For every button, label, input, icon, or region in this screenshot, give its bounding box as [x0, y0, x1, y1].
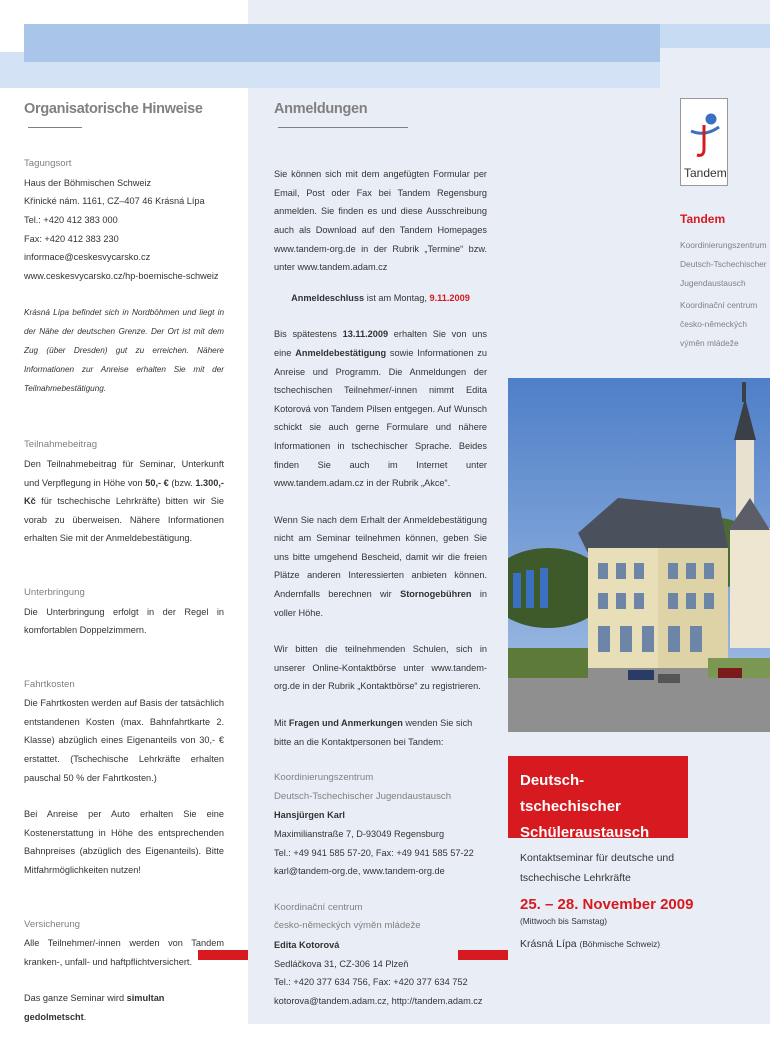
org-cz-line: výměn mládeže [680, 338, 739, 348]
title-line: Schüleraustausch [520, 824, 650, 841]
top-band-light [660, 24, 770, 48]
organisational-heading: Organisatorische Hinweise [24, 100, 224, 137]
organisational-column [24, 100, 224, 1045]
venue-line: Tel.: +420 412 383 000 [24, 214, 118, 225]
interpreting-note: Das ganze Seminar wird simultan gedolmetscht. [24, 993, 165, 1022]
fee-text: Den Teilnahmebeitrag für Seminar, Unterkunft und Verpflegung in Höhe von 50,- € (bzw. 1.300,- Kč für tschechische Lehrkräfte) bitten wir Sie vorab zu überweisen. Nähere Informationen erhalten Sie mit der Anmeldebestätigung. [24, 458, 224, 544]
red-marker [458, 950, 508, 960]
cancellation-paragraph: Wenn Sie nach dem Erhalt der Anmeldebestätigung nicht am Seminar teilnehmen können, geben Sie uns bitte umgehend Bescheid, damit wir die freien Plätze anderen Interessierten anbieten können. Andernfalls berechnen wir Stornogebühren in voller Höhe. [274, 514, 487, 618]
contact-address: Sedláčkova 31, CZ-306 14 Plzeň [274, 958, 409, 969]
contact-org: česko-německých výměn mládeže [274, 920, 421, 932]
insurance-text: Alle Teilnehmer/-innen werden von Tandem kranken-, unfall- und haftpflichtversichert. [24, 938, 224, 967]
venue-note: Krásná Lípa befindet sich in Nordböhmen und liegt in der Nähe der deutschen Grenze. Der Ort ist mit dem Zug (über Dresden) gut zu erreichen. Nähere Informationen zur Anreise erhalten Sie mit der Teilnahmebestätigung. [24, 308, 224, 394]
contact-org: Deutsch-Tschechischer Jugendaustausch [274, 790, 452, 802]
contact-plzen [274, 899, 487, 1011]
org-cz-line: česko-německých [680, 319, 748, 329]
accommodation-section [24, 584, 224, 640]
contact-name: Edita Kotorová [274, 939, 340, 950]
top-band [24, 24, 660, 62]
venue-line: Fax: +420 412 383 230 [24, 233, 119, 244]
accommodation-text: Die Unterbringung erfolgt in der Regel in komfortablen Doppelzimmern. [24, 606, 224, 636]
contact-web[interactable]: karl@tandem-org.de, www.tandem-org.de [274, 866, 445, 877]
org-cz-line: Koordinační centrum [680, 300, 758, 310]
registration-intro: Sie können sich mit dem angefügten Formular per Email, Post oder Fax bei Tandem Regensburg anmelden. Sie finden es und diese Ausschreibung auch als Download auf den Tandem Homepages www.tandem-org.de in der Rubrik „Termine“ bzw. unter www.tandem.adam.cz [274, 169, 487, 273]
tandem-logo-graphic [681, 99, 727, 185]
fee-section [24, 436, 224, 548]
contact-web[interactable]: kotorova@tandem.adam.cz, http://tandem.adam.cz [274, 995, 483, 1006]
registration-deadline: Anmeldeschluss ist am Montag, 9.11.2009 [291, 292, 470, 303]
org-de-line: Deutsch-Tschechischer [680, 259, 767, 269]
venue-line: Křinické nám. 1161, CZ–407 46 Krásná Lípa [24, 196, 205, 207]
insurance-section [24, 916, 224, 1027]
org-name: Tandem [680, 212, 726, 226]
venue-photo [508, 378, 770, 732]
venue-label: Tagungsort [24, 158, 72, 170]
contact-name: Hansjürgen Karl [274, 810, 345, 821]
contact-address: Maximilianstraße 7, D-93049 Regensburg [274, 829, 445, 839]
contact-phone: Tel.: +420 377 634 756, Fax: +420 377 634 752 [274, 977, 468, 988]
org-de-line: Koordinierungszentrum [680, 240, 767, 250]
registration-column [274, 100, 487, 1010]
title-line: Deutsch-tschechischer [520, 772, 621, 815]
travel-label: Fahrtkosten [24, 678, 75, 690]
accommodation-label: Unterbringung [24, 586, 85, 598]
venue-line: Haus der Böhmischen Schweiz [24, 177, 152, 188]
venue-website[interactable]: www.ceskesvycarsko.cz/hp-boemische-schweiz [24, 270, 219, 281]
event-date: 25. – 28. November 2009 [520, 896, 694, 913]
contact-org: Koordinierungszentrum [274, 772, 374, 784]
travel-section [24, 676, 224, 880]
contact-org: Koordinační centrum [274, 901, 363, 913]
title-box [508, 756, 688, 841]
venue-section [24, 155, 224, 285]
contact-exchange-paragraph: Wir bitten die teilnehmenden Schulen, sich in unserer Online-Kontaktbörse unter www.tandem-org.de in der Rubrik „Kontaktbörse“ zu registrieren. [274, 644, 487, 692]
tandem-logo [680, 98, 728, 186]
travel-text-car: Bei Anreise per Auto erhalten Sie eine Kostenerstattung in Höhe des entsprechenden Bahnpreises (abzüglich des Eigenanteils). Bitte Mitfahrmöglichkeiten nutzen! [24, 809, 224, 876]
insurance-label: Versicherung [24, 918, 80, 930]
contact-regensburg [274, 769, 487, 881]
fee-label: Teilnahmebeitrag [24, 439, 98, 451]
contact-phone: Tel.: +49 941 585 57-20, Fax: +49 941 585 57-22 [274, 847, 474, 858]
org-de-line: Jugendaustausch [680, 278, 746, 288]
event-subtitle: Kontaktseminar für deutsche und tschechische Lehrkräfte [520, 852, 675, 884]
questions-paragraph: Mit Fragen und Anmerkungen wenden Sie sich bitte an die Kontaktpersonen bei Tandem: [274, 718, 473, 747]
event-date-note: (Mittwoch bis Samstag) [520, 916, 608, 926]
travel-text: Die Fahrtkosten werden auf Basis der tatsächlich entstandenen Kosten (max. Bahnfahrtkarte 2. Klasse) abzüglich eines Eigenanteils von 30,- € erstattet. (Tschechische Lehrkräfte erhalten pauschal 50 % der Fahrtkosten.) [24, 698, 224, 783]
svg-text:Tandem: Tandem [684, 166, 727, 180]
org-cz-block [680, 296, 770, 353]
registration-heading: Anmeldungen [274, 100, 487, 137]
event-place: Krásná Lípa (Böhmische Schweiz) [520, 938, 661, 950]
org-de-block [680, 236, 770, 293]
confirmation-paragraph: Bis spätestens 13.11.2009 erhalten Sie von uns eine Anmeldebestätigung sowie Informationen zu Anreise und Programm. Die Anmeldungen der tschechischen Teilnehmer/-innen nimmt Edita Kotorová von Tandem Pilsen entgegen. Auf Wunsch schickt sie auch gerne Formulare und nähere Informationen in tschechischer Sprache. Beides finden Sie auch im Internet unter www.tandem.adam.cz in der Rubrik „Akce“. [274, 329, 487, 489]
red-marker [198, 950, 248, 960]
venue-email[interactable]: informace@ceskesvycarsko.cz [24, 252, 151, 263]
